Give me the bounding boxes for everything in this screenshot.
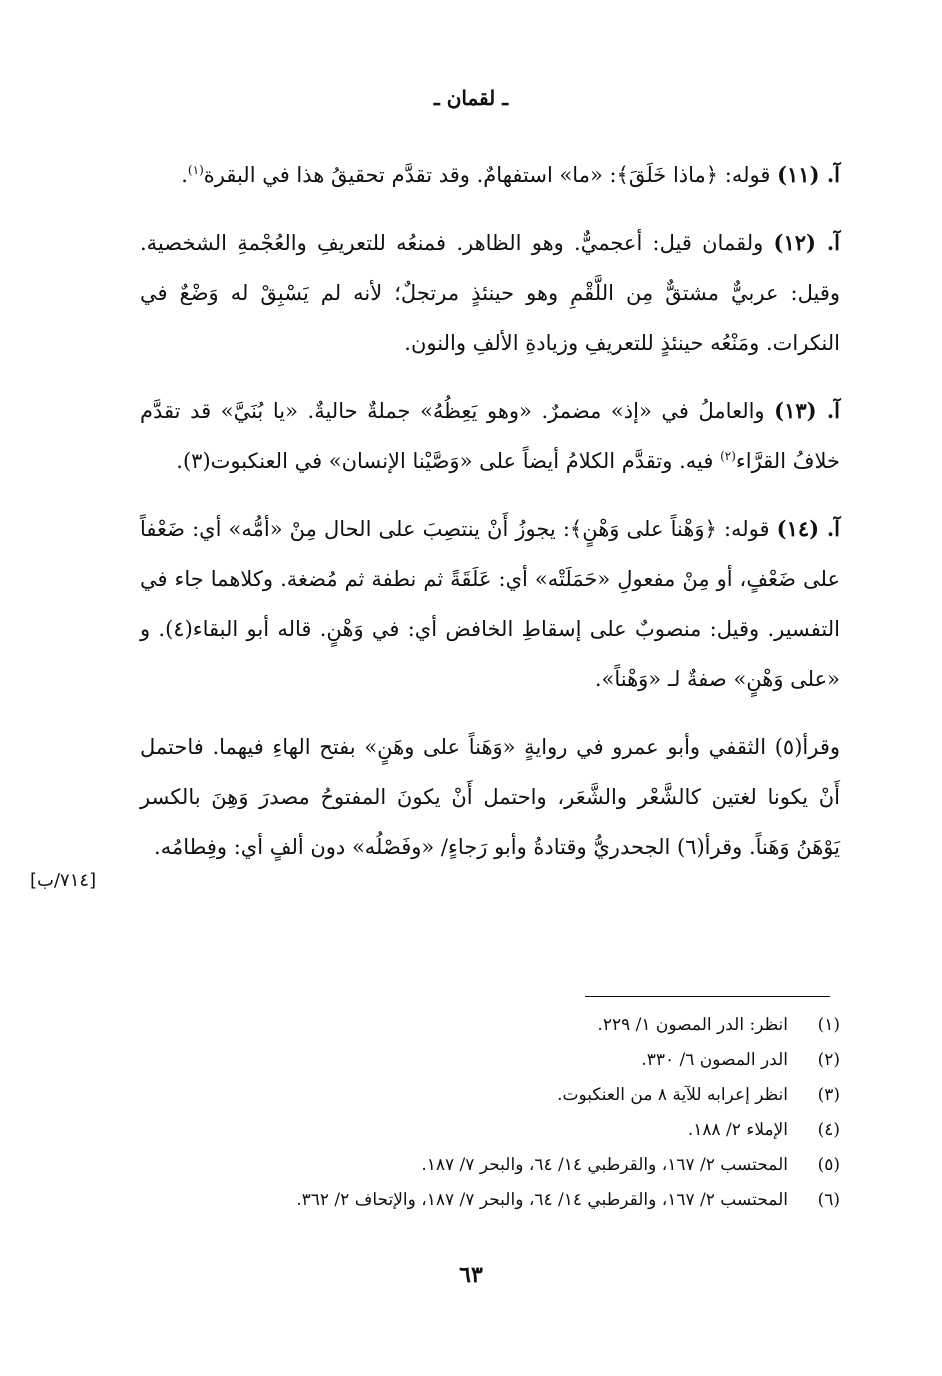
- footnote-number: (٣): [817, 1085, 840, 1105]
- paragraph-text: قوله: ﴿وَهْناً على وَهْنٍ﴾: يجوزُ أَنْ ينتصِبَ على الحال مِنْ «أمُّه» أي: ضَعْفاً على ضَعْفٍ، أو مِنْ مفعولِ «حَمَلَتْه» أي: عَلَقَةً ثم نطفة ثم مُضغة. وكلاهما جاء في التفسير. وقيل: منصوبٌ على إسقاطِ الخافض أي: في وَهْنٍ. قاله أبو البقاء(٤). و «على وَهْنٍ» صفةٌ لـ «وَهْناً».: [140, 517, 840, 691]
- footnote-2: [160, 1043, 840, 1078]
- footnote-number: (٢): [817, 1050, 840, 1070]
- footnote-divider: [585, 996, 830, 997]
- main-text: [140, 150, 840, 890]
- footnote-text: المحتسب ٢/ ١٦٧، والقرطبي ١٤/ ٦٤، والبحر ٧/ ١٨٧.: [421, 1155, 788, 1175]
- footnote-text: انظر: الدر المصون ١/ ٢٢٩.: [597, 1015, 788, 1035]
- paragraph-text: والعاملُ في «إذ» مضمرٌ. «وهو يَعِظُهُ» جملةٌ حاليةٌ. «يا بُنَيَّ» قد تقدَّم خلافُ القرَّاء: [140, 399, 840, 473]
- paragraph-tail: .: [181, 163, 188, 187]
- footnote-number: (٦): [817, 1190, 840, 1210]
- footnote-text: الإملاء ٢/ ١٨٨.: [687, 1120, 788, 1140]
- footnote-marker: (١): [187, 163, 204, 177]
- manuscript-folio-note: [٧١٤/ب]: [30, 870, 97, 891]
- footnote-text: المحتسب ٢/ ١٦٧، والقرطبي ١٤/ ٦٤، والبحر ٧/ ١٨٧، والإتحاف ٢/ ٣٦٢.: [296, 1190, 788, 1210]
- paragraph-11: [140, 150, 840, 200]
- paragraph-text: ولقمان قيل: أعجميٌّ. وهو الظاهر. فمنعُه للتعريفِ والعُجْمةِ الشخصية. وقيل: عربيٌّ مشتقٌّ مِن اللَّقْمِ وهو حينئذٍ مرتجلٌ؛ لأنه لم يَسْبِقْ له وَضْعٌ في النكرات. ومَنْعُه حينئذٍ للتعريفِ وزيادةِ الألفِ والنون.: [140, 231, 840, 355]
- verse-ref: آ. (١٢): [773, 230, 840, 255]
- paragraph-14-continued: [140, 722, 840, 872]
- footnote-6: [160, 1183, 840, 1218]
- paragraph-13: [140, 386, 840, 486]
- footnote-4: [160, 1113, 840, 1148]
- footnote-1: [160, 1008, 840, 1043]
- paragraph-text: وقرأ(٥) الثقفي وأبو عمرو في روايةٍ «وَهَناً على وهَنٍ» بفتح الهاءِ فيهما. فاحتمل أَنْ يكونا لغتين كالشَّعْر والشَّعَر، واحتمل أَنْ يكونَ المفتوحُ مصدرَ وَهِنَ بالكسر يَوْهَنُ وَهَناً. وقرأ(٦) الجحدريُّ وقتادةُ وأبو رَجاءٍ/ «وفَصْلُه» دون ألفٍ أي: وفِطامُه.: [140, 735, 840, 859]
- footnotes: [160, 1008, 840, 1218]
- paragraph-tail: فيه. وتقدَّم الكلامُ أيضاً على «وَصَّيْنا الإنسان» في العنكبوت(٣).: [176, 449, 721, 473]
- footnote-5: [160, 1148, 840, 1183]
- verse-ref: آ. (١٣): [774, 398, 840, 423]
- verse-ref: آ. (١١): [777, 162, 840, 187]
- footnote-number: (١): [817, 1015, 840, 1035]
- paragraph-12: [140, 218, 840, 368]
- footnote-number: (٤): [817, 1120, 840, 1140]
- footnote-marker: (٢): [720, 449, 736, 463]
- footnote-3: [160, 1078, 840, 1113]
- footnote-number: (٥): [817, 1155, 840, 1175]
- paragraph-14: [140, 504, 840, 704]
- paragraph-text: قوله: ﴿ماذا خَلَقَ﴾: «ما» استفهامٌ. وقد تقدَّم تحقيقُ هذا في البقرة: [203, 163, 771, 187]
- verse-ref: آ. (١٤): [776, 516, 840, 541]
- footnote-text: انظر إعرابه للآية ٨ من العنكبوت.: [557, 1085, 788, 1105]
- running-header: ـ لقمان ـ: [433, 86, 509, 110]
- page-number: ٦٣: [459, 1262, 483, 1288]
- footnote-text: الدر المصون ٦/ ٣٣٠.: [641, 1050, 788, 1070]
